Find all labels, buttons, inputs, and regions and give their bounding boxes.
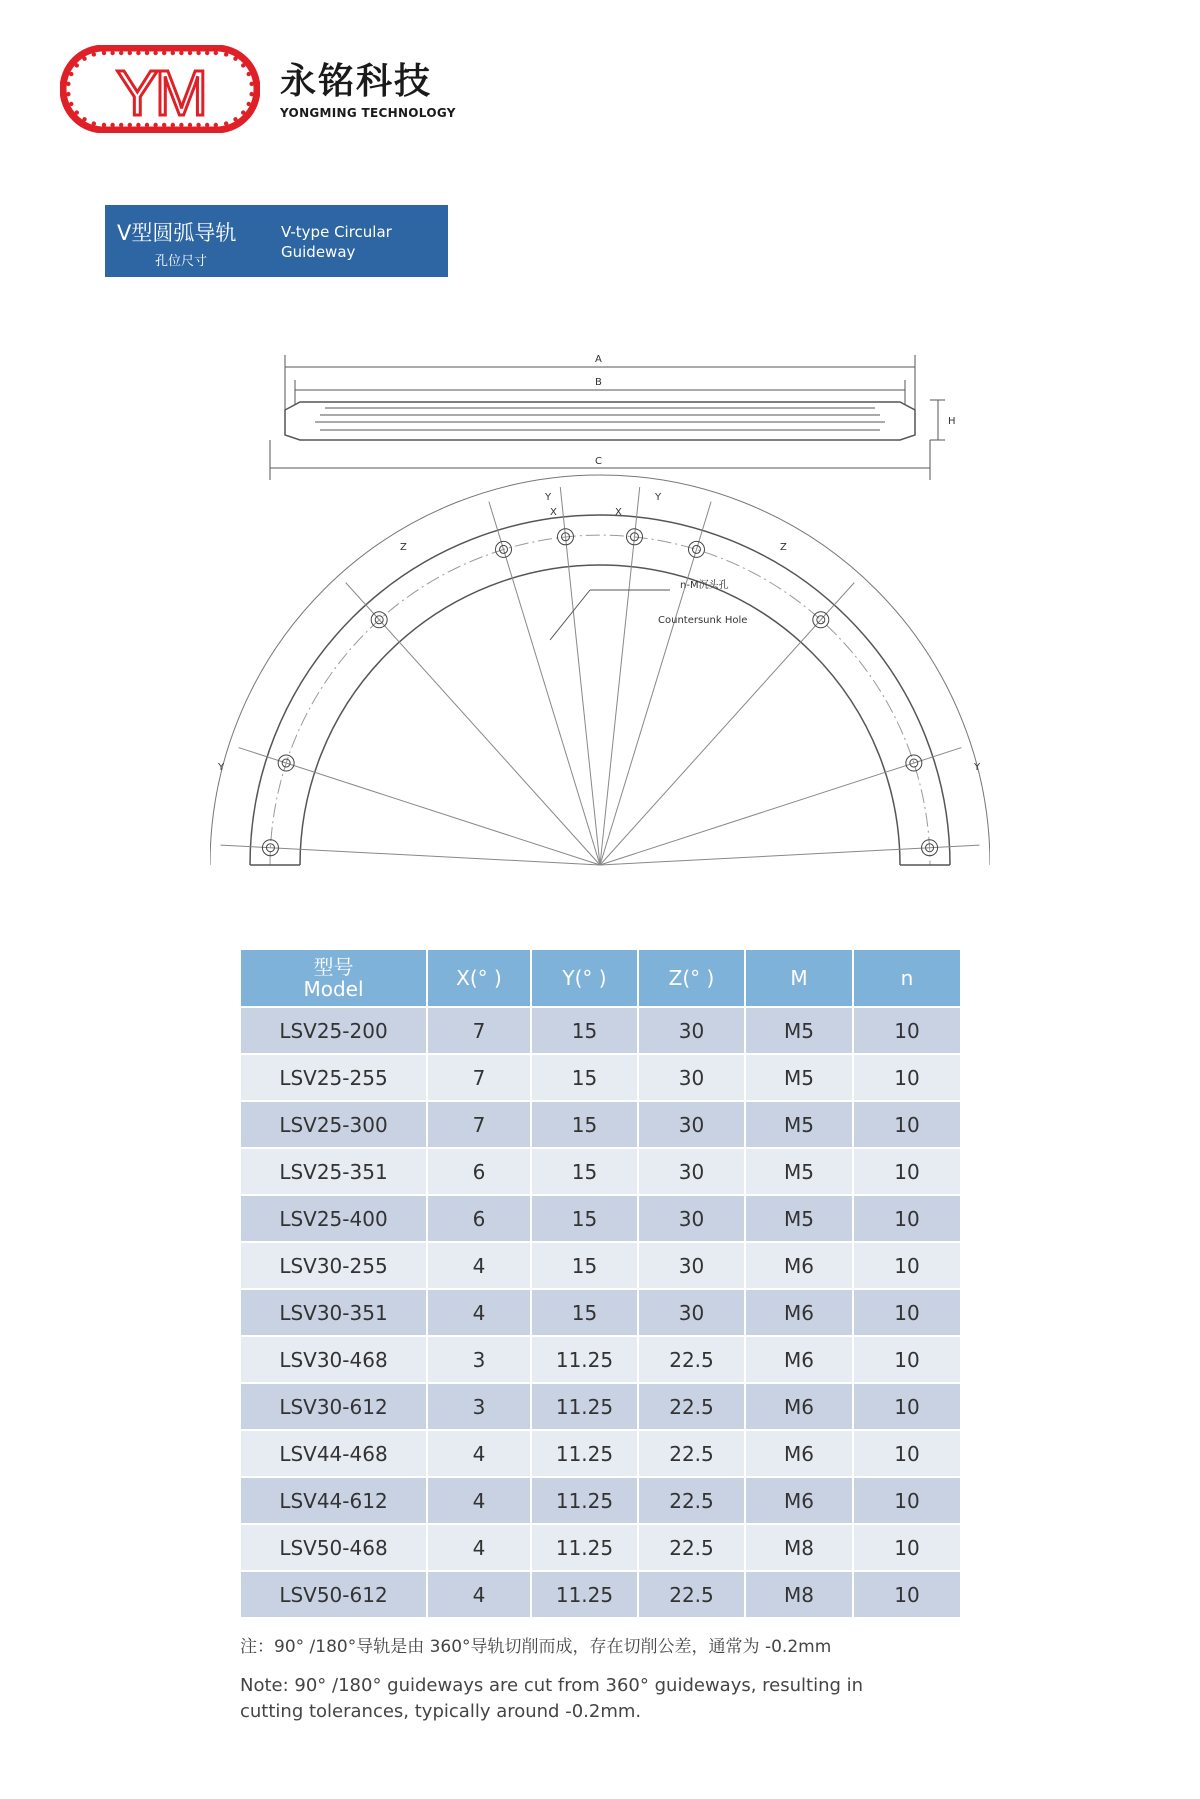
table-row [241, 1054, 960, 1101]
logo-dot [119, 51, 123, 55]
header-model [241, 950, 427, 1007]
logo-dot [205, 51, 209, 55]
cell-model: LSV30-468 [241, 1336, 427, 1383]
logo-dot [233, 117, 237, 121]
logo-dot [102, 51, 106, 55]
cell-m: M5 [745, 1054, 853, 1101]
cell-n: 10 [853, 1242, 960, 1289]
section-title-en [281, 222, 392, 262]
cell-y: 11.25 [531, 1524, 638, 1571]
logo-dot [162, 51, 166, 55]
header-m: M [745, 950, 853, 1007]
cell-x: 6 [427, 1195, 531, 1242]
cell-n: 10 [853, 1383, 960, 1430]
brand-name-cn: 永铭科技 [280, 61, 433, 102]
cell-n: 10 [853, 1007, 960, 1054]
cell-z: 30 [638, 1007, 745, 1054]
logo-dot [171, 51, 175, 55]
cell-x: 3 [427, 1336, 531, 1383]
note-en-line2: cutting tolerances, typically around -0.2mm. [240, 1701, 642, 1722]
dim-label-y-right: Y [655, 492, 662, 503]
logo-dot [69, 72, 73, 76]
cell-y: 11.25 [531, 1383, 638, 1430]
logo-dot [128, 51, 132, 55]
cell-y: 15 [531, 1195, 638, 1242]
cell-m: M5 [745, 1195, 853, 1242]
section-title-en-line2: Guideway [281, 243, 356, 261]
cell-model: LSV25-351 [241, 1148, 427, 1195]
cell-x: 7 [427, 1101, 531, 1148]
table-row [241, 1430, 960, 1477]
cell-y: 15 [531, 1101, 638, 1148]
logo-dot [233, 57, 237, 61]
radial-line [489, 502, 600, 865]
logo-dot [145, 51, 149, 55]
header-model-cn: 型号 [313, 955, 354, 979]
logo-dot [205, 123, 209, 127]
logo-dot [224, 121, 228, 125]
cell-y: 11.25 [531, 1430, 638, 1477]
radial-line [600, 502, 711, 865]
cell-m: M6 [745, 1430, 853, 1477]
header-y: Y(° ) [531, 950, 638, 1007]
logo-dot [110, 51, 114, 55]
dim-label-y-side-right: Y [974, 762, 981, 773]
hole-callout-cn: n-M沉头孔 [680, 580, 729, 591]
cell-n: 10 [853, 1430, 960, 1477]
logo-dot [75, 110, 79, 114]
company-logo [60, 45, 260, 133]
dim-label-a: A [595, 354, 602, 365]
cell-y: 15 [531, 1007, 638, 1054]
cell-x: 7 [427, 1007, 531, 1054]
cell-model: LSV44-468 [241, 1430, 427, 1477]
logo-dot [82, 57, 86, 61]
cell-n: 10 [853, 1524, 960, 1571]
dim-label-y-side: Y [218, 762, 225, 773]
logo-dot [136, 51, 140, 55]
logo-dot [66, 92, 70, 96]
cell-m: M6 [745, 1242, 853, 1289]
logo-dot [247, 72, 251, 76]
side-profile-view [270, 355, 945, 480]
logo-dot [247, 102, 251, 106]
logo-dot [188, 51, 192, 55]
cell-y: 15 [531, 1148, 638, 1195]
cell-z: 22.5 [638, 1430, 745, 1477]
hole-callout-en: Countersunk Hole [658, 615, 748, 626]
table-row [241, 1148, 960, 1195]
logo-dot [214, 51, 218, 55]
brand-name-en: YONGMING TECHNOLOGY [280, 106, 456, 120]
table-row [241, 1477, 960, 1524]
table-row [241, 1336, 960, 1383]
header-model-en: Model [303, 977, 364, 1001]
table-row [241, 1524, 960, 1571]
cell-y: 11.25 [531, 1571, 638, 1618]
logo-dot [92, 52, 96, 56]
dim-label-x-right: X [615, 507, 622, 518]
cell-model: LSV30-612 [241, 1383, 427, 1430]
cell-z: 22.5 [638, 1571, 745, 1618]
cell-n: 10 [853, 1289, 960, 1336]
cell-y: 11.25 [531, 1336, 638, 1383]
cell-y: 15 [531, 1054, 638, 1101]
header-n: n [853, 950, 960, 1007]
logo-dot [196, 51, 200, 55]
cell-n: 10 [853, 1571, 960, 1618]
cell-x: 6 [427, 1148, 531, 1195]
arc-view [210, 475, 990, 865]
table-row [241, 1242, 960, 1289]
cell-x: 4 [427, 1430, 531, 1477]
note-en [240, 1673, 960, 1725]
logo-lettering: YM [116, 57, 204, 129]
brand-block [280, 62, 456, 120]
cell-y: 15 [531, 1289, 638, 1336]
cell-z: 30 [638, 1242, 745, 1289]
technical-drawing [210, 340, 990, 900]
cell-x: 4 [427, 1571, 531, 1618]
cell-n: 10 [853, 1195, 960, 1242]
dim-label-z-right: Z [780, 542, 787, 553]
radial-line [221, 845, 600, 865]
cell-n: 10 [853, 1148, 960, 1195]
notes-block [240, 1635, 960, 1725]
cell-x: 4 [427, 1477, 531, 1524]
cell-z: 22.5 [638, 1477, 745, 1524]
cell-m: M8 [745, 1571, 853, 1618]
dim-label-h: H [948, 416, 956, 427]
cell-n: 10 [853, 1477, 960, 1524]
cell-m: M6 [745, 1336, 853, 1383]
cell-m: M8 [745, 1524, 853, 1571]
cell-z: 30 [638, 1148, 745, 1195]
cell-n: 10 [853, 1336, 960, 1383]
cell-model: LSV50-612 [241, 1571, 427, 1618]
table-header-row [241, 950, 960, 1007]
cell-model: LSV25-300 [241, 1101, 427, 1148]
dim-label-b: B [595, 377, 602, 388]
radial-line [600, 487, 640, 865]
cell-model: LSV30-351 [241, 1289, 427, 1336]
dim-label-x-left: X [550, 507, 557, 518]
logo-dot [82, 117, 86, 121]
cell-model: LSV30-255 [241, 1242, 427, 1289]
dim-label-z-left: Z [400, 542, 407, 553]
cell-z: 22.5 [638, 1383, 745, 1430]
cell-m: M5 [745, 1101, 853, 1148]
cell-x: 4 [427, 1524, 531, 1571]
cell-z: 30 [638, 1195, 745, 1242]
logo-dot [249, 92, 253, 96]
cell-z: 30 [638, 1101, 745, 1148]
table-row [241, 1195, 960, 1242]
table-row [241, 1101, 960, 1148]
cell-model: LSV25-400 [241, 1195, 427, 1242]
cell-model: LSV44-612 [241, 1477, 427, 1524]
cell-z: 30 [638, 1289, 745, 1336]
cell-z: 30 [638, 1054, 745, 1101]
logo-dot [179, 51, 183, 55]
header-z: Z(° ) [638, 950, 745, 1007]
section-title-box [105, 205, 448, 277]
radial-line [600, 845, 979, 865]
table-row [241, 1571, 960, 1618]
radial-line [600, 748, 961, 865]
logo-dot [92, 121, 96, 125]
logo-dot [66, 82, 70, 86]
header-x: X(° ) [427, 950, 531, 1007]
cell-n: 10 [853, 1101, 960, 1148]
note-cn: 注：90° /180°导轨是由 360°导轨切削而成，存在切削公差，通常为 -0.2mm [240, 1637, 832, 1657]
section-subtitle-cn: 孔位尺寸 [155, 254, 208, 269]
table-row [241, 1007, 960, 1054]
cell-m: M5 [745, 1007, 853, 1054]
cell-y: 11.25 [531, 1477, 638, 1524]
cell-x: 4 [427, 1289, 531, 1336]
cell-z: 22.5 [638, 1336, 745, 1383]
radial-line [239, 748, 600, 865]
cell-model: LSV25-200 [241, 1007, 427, 1054]
section-title-en-line1: V-type Circular [281, 223, 392, 241]
cell-m: M6 [745, 1383, 853, 1430]
logo-dot [69, 102, 73, 106]
note-en-line1: Note: 90° /180° guideways are cut from 360° guideways, resulting in [240, 1675, 864, 1696]
cell-model: LSV25-255 [241, 1054, 427, 1101]
cell-m: M6 [745, 1477, 853, 1524]
logo-dot [241, 63, 245, 67]
logo-dot [153, 51, 157, 55]
spec-table [241, 950, 960, 1619]
logo-dot [75, 63, 79, 67]
cell-x: 4 [427, 1242, 531, 1289]
radial-line [560, 487, 600, 865]
cell-m: M6 [745, 1289, 853, 1336]
logo-dot [241, 110, 245, 114]
logo-dot [214, 123, 218, 127]
logo-dot [224, 52, 228, 56]
cell-model: LSV50-468 [241, 1524, 427, 1571]
cell-x: 7 [427, 1054, 531, 1101]
dim-label-c: C [595, 456, 602, 467]
cell-n: 10 [853, 1054, 960, 1101]
cell-x: 3 [427, 1383, 531, 1430]
cell-y: 15 [531, 1242, 638, 1289]
table-row [241, 1383, 960, 1430]
dim-label-y-left: Y [545, 492, 552, 503]
logo-dot [110, 123, 114, 127]
cell-m: M5 [745, 1148, 853, 1195]
logo-dot [249, 82, 253, 86]
cell-z: 22.5 [638, 1524, 745, 1571]
section-title-cn: V型圆弧导轨 [117, 221, 237, 245]
table-row [241, 1289, 960, 1336]
logo-dot [102, 123, 106, 127]
